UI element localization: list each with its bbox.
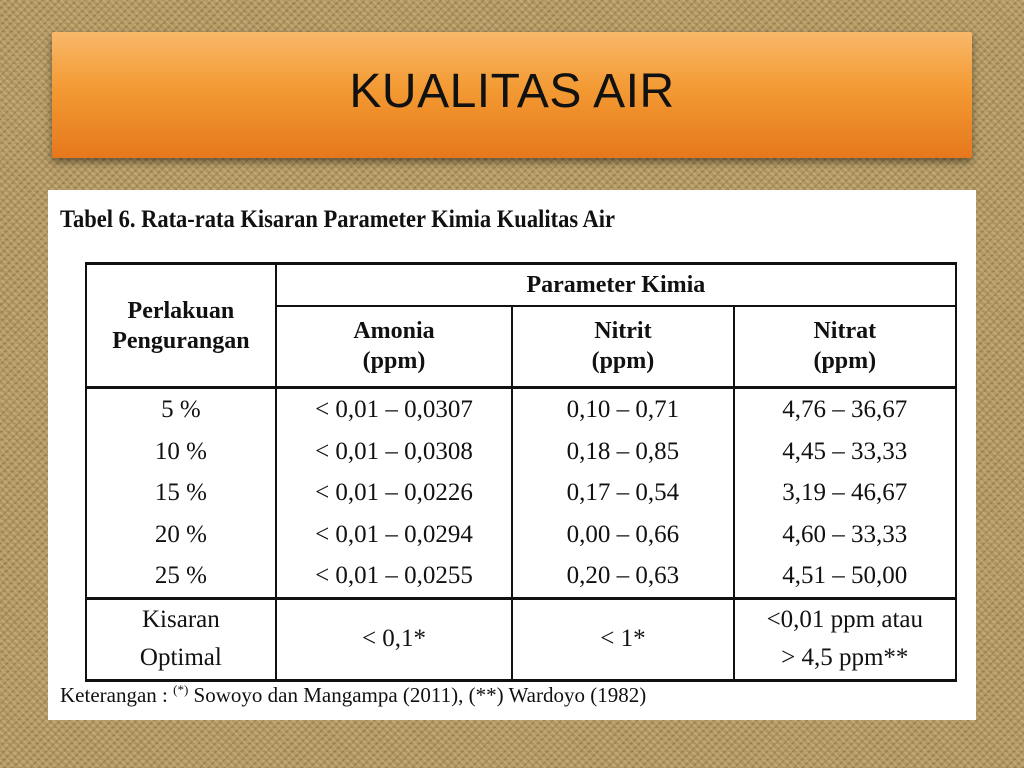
nitrit-value: 0,18 – 0,85 [566,437,680,465]
optimal-label-line2: Optimal [139,644,222,671]
nitrat-value: 4,51 – 50,00 [782,562,908,589]
optimal-nitrit: < 1* [512,598,733,680]
optimal-amonia: < 0,1* [276,598,513,680]
amonia-value: < 0,01 – 0,0308 [315,437,473,465]
header-nitrit-name: Nitrit [594,318,652,345]
optimal-nitrat-cell [734,598,956,680]
slide-title: KUALITAS AIR [349,64,675,118]
table-caption: Tabel 6. Rata-rata Kisaran Parameter Kimia Kualitas Air [60,206,615,233]
nitrit-value: 0,00 – 0,66 [566,520,680,548]
nitrit-value: 0,10 – 0,71 [566,396,680,423]
header-treatment [86,264,276,388]
header-amonia-name: Amonia [353,318,435,345]
header-amonia [276,306,513,388]
amonia-value: < 0,01 – 0,0294 [315,520,473,548]
header-nitrat-name: Nitrat [813,318,877,345]
header-nitrit [512,306,733,388]
treatment-value: 15 % [154,479,207,506]
header-nitrat [734,306,956,388]
treatment-value: 20 % [154,520,207,548]
header-parameter-group: Parameter Kimia [276,264,956,306]
header-amonia-unit: (ppm) [362,348,426,375]
header-treatment-label: Perlakuan Pengurangan [112,297,250,354]
footnote-marker: (*) [173,682,189,697]
amonia-value: < 0,01 – 0,0226 [315,479,473,506]
footnote-prefix: Keterangan : [60,683,174,707]
optimal-label-line1: Kisaran [142,606,220,633]
footnote-text: Sowoyo dan Mangampa (2011), (**) Wardoyo (1982) [188,683,647,707]
nitrat-value: 4,76 – 36,67 [782,396,908,423]
amonia-cell [276,388,513,599]
optimal-label-cell [86,598,276,680]
nitrit-value: 0,17 – 0,54 [566,479,680,506]
treatment-cell [86,388,276,599]
optimal-nitrat-line1: <0,01 ppm atau [766,606,923,633]
treatment-value: 25 % [154,562,207,589]
nitrat-value: 4,45 – 33,33 [782,437,908,465]
nitrit-value: 0,20 – 0,63 [566,562,680,589]
table-image [48,190,976,720]
title-banner [52,32,972,158]
table-footnote [60,682,646,708]
data-table [85,262,957,678]
amonia-value: < 0,01 – 0,0307 [315,396,473,423]
amonia-value: < 0,01 – 0,0255 [315,562,473,589]
header-nitrit-unit: (ppm) [591,348,655,375]
nitrit-cell [512,388,733,599]
treatment-value: 5 % [161,396,201,423]
optimal-nitrat-line2: > 4,5 ppm** [781,644,909,671]
header-nitrat-unit: (ppm) [813,348,877,375]
nitrat-value: 3,19 – 46,67 [782,479,908,506]
nitrat-cell [734,388,956,599]
treatment-value: 10 % [154,437,207,465]
nitrat-value: 4,60 – 33,33 [782,520,908,548]
